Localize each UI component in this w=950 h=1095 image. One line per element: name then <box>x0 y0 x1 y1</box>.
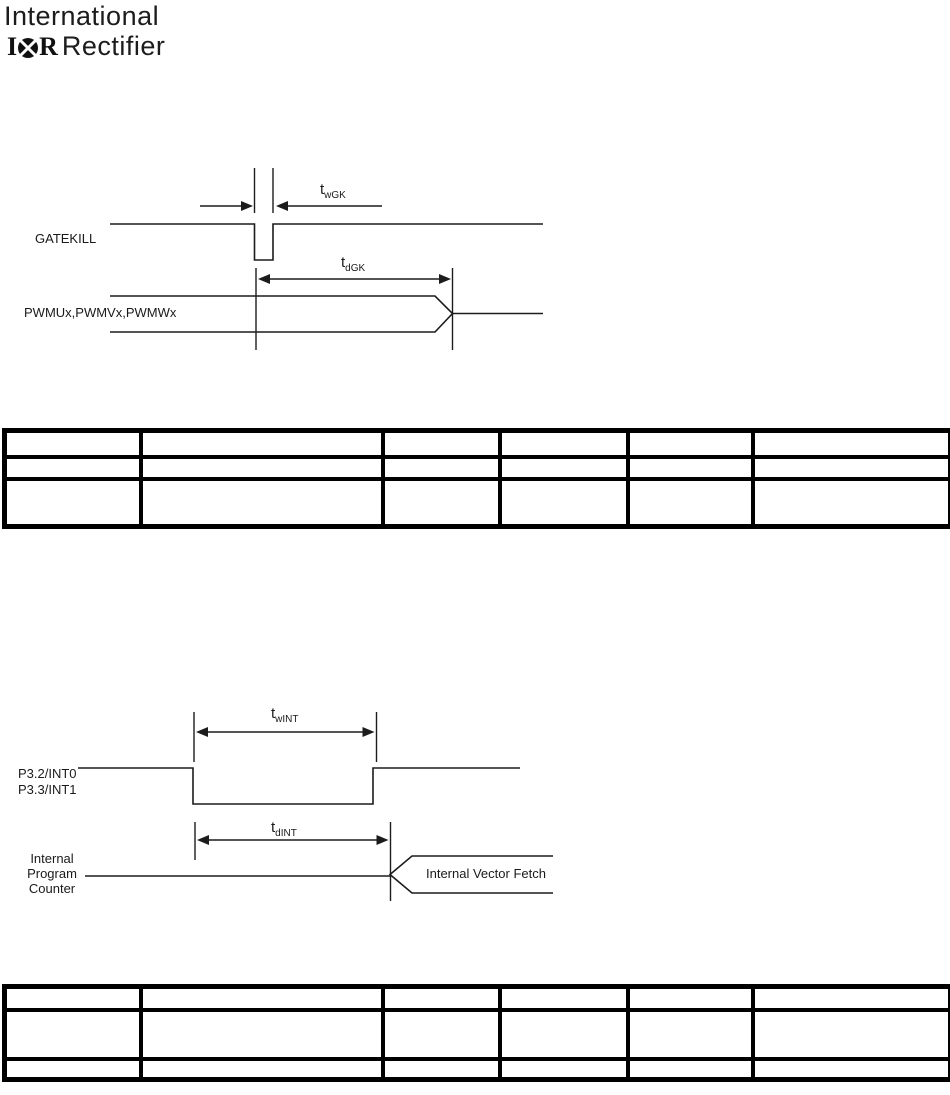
table-cell <box>141 1010 383 1059</box>
twgk-arrows <box>200 201 382 211</box>
twgk-label <box>320 181 346 201</box>
table-cell <box>500 479 628 527</box>
twint-sub: wINT <box>275 714 299 725</box>
table-cell <box>753 479 950 527</box>
program-counter-label-line1: Internal <box>30 851 74 866</box>
int0-label: P3.2/INT0 <box>18 766 77 781</box>
rectifier-circle-icon <box>17 37 39 59</box>
program-counter-label-line3: Counter <box>28 881 76 896</box>
twgk-measure-ticks <box>255 168 274 213</box>
table-cell <box>141 431 383 457</box>
table-cell <box>500 987 628 1010</box>
table-cell <box>5 457 141 479</box>
tdgk-arrows <box>258 274 451 284</box>
table-cell <box>628 1059 753 1080</box>
twgk-base: t <box>320 181 325 198</box>
table-cell <box>628 431 753 457</box>
int-signal-waveform <box>78 768 520 804</box>
tdgk-base: t <box>341 254 346 271</box>
table-cell <box>753 987 950 1010</box>
table-cell <box>141 479 383 527</box>
table-cell <box>141 987 383 1010</box>
table-cell <box>753 1059 950 1080</box>
logo-word-international: International <box>4 1 160 31</box>
table-cell <box>5 987 141 1010</box>
twint-base: t <box>271 705 276 722</box>
table-cell <box>628 1010 753 1059</box>
gatekill-signal-waveform <box>110 224 543 260</box>
logo-second-line <box>7 32 165 60</box>
program-counter-label-line2: Program <box>27 866 77 881</box>
table-cell <box>5 479 141 527</box>
table-cell <box>383 479 500 527</box>
pwm-signal-label: PWMUx,PWMVx,PWMWx <box>24 305 177 320</box>
ir-logo-mark <box>7 33 57 60</box>
table-row <box>5 987 950 1010</box>
gatekill-timing-diagram <box>0 150 560 365</box>
table-row <box>5 1059 950 1080</box>
table-cell <box>500 457 628 479</box>
company-logo <box>4 2 165 61</box>
int1-label: P3.3/INT1 <box>18 782 77 797</box>
table-cell <box>753 457 950 479</box>
tdgk-measure-ticks <box>256 268 453 350</box>
table-cell <box>753 431 950 457</box>
tdgk-label <box>341 254 365 274</box>
table-cell <box>141 457 383 479</box>
table-cell <box>383 1010 500 1059</box>
tdgk-sub: dGK <box>345 263 366 274</box>
table-cell <box>500 1059 628 1080</box>
int-signal-label <box>18 766 77 798</box>
table-row <box>5 431 950 457</box>
logo-word-rectifier: Rectifier <box>61 31 166 62</box>
table-cell <box>500 431 628 457</box>
tdint-sub: dINT <box>275 828 297 839</box>
table-cell <box>141 1059 383 1080</box>
twint-arrows <box>196 727 375 737</box>
logo-mark-r: R <box>39 31 57 61</box>
table-cell <box>383 987 500 1010</box>
table-cell <box>628 457 753 479</box>
table-cell <box>5 1059 141 1080</box>
table-cell <box>5 1010 141 1059</box>
program-counter-label <box>14 851 90 896</box>
table-cell <box>628 987 753 1010</box>
table-cell <box>753 1010 950 1059</box>
table-cell <box>383 1059 500 1080</box>
twint-label <box>271 705 299 725</box>
tdint-base: t <box>271 819 276 836</box>
table-row <box>5 1010 950 1059</box>
tdint-label <box>271 819 297 839</box>
spec-table-1 <box>2 428 950 529</box>
table-cell <box>5 431 141 457</box>
gatekill-signal-label: GATEKILL <box>35 231 97 246</box>
table-row <box>5 457 950 479</box>
twgk-sub: wGK <box>324 190 346 201</box>
table-cell <box>383 431 500 457</box>
table-cell <box>383 457 500 479</box>
table-cell <box>500 1010 628 1059</box>
spec-table-2 <box>2 984 950 1082</box>
table-cell <box>628 479 753 527</box>
table-row <box>5 479 950 527</box>
logo-mark-i: I <box>7 31 17 61</box>
vector-fetch-label: Internal Vector Fetch <box>426 866 546 881</box>
